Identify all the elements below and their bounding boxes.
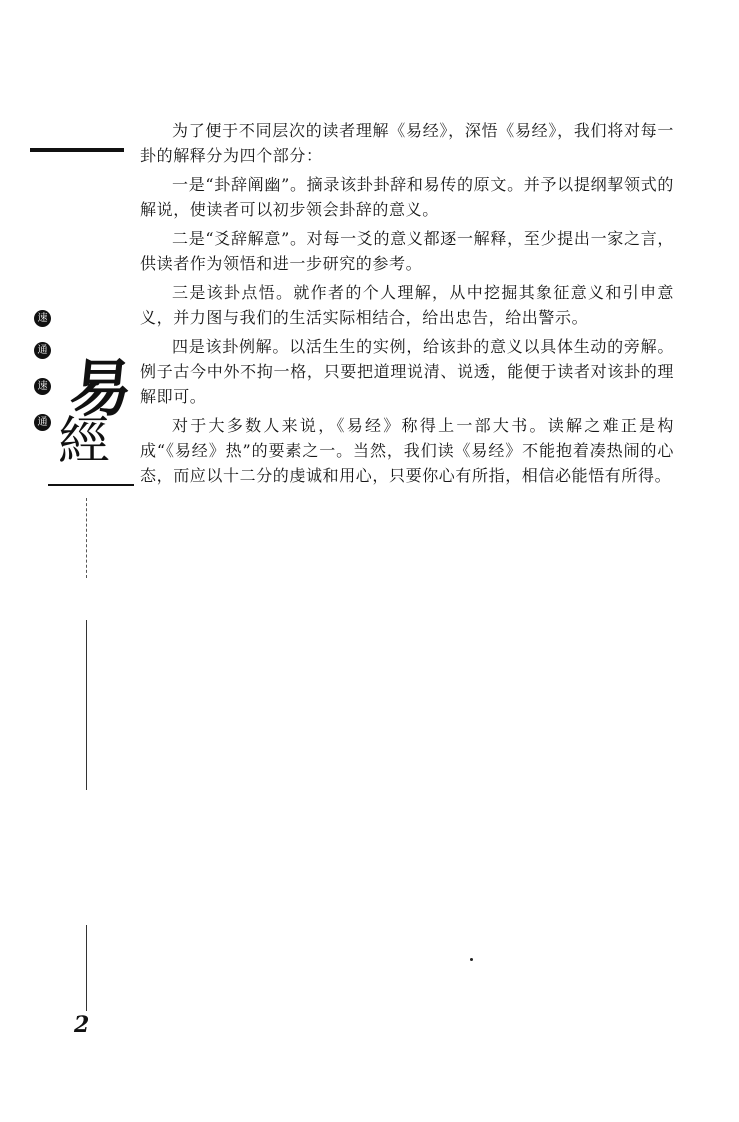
book-title-ornament [30,300,136,500]
margin-dashed-rule-upper [86,498,88,578]
page-number: 2 [74,1012,90,1038]
body-text [140,118,674,492]
paragraph-part-four: 四是该卦例解。以活生生的实例，给该卦的意义以具体生动的旁解。例子古今中外不拘一格，只要把道理说清、说透，能便于读者对该卦的理解即可。 [140,337,674,406]
ornament-title-char-jing: 經 [58,412,111,472]
paragraph-part-three: 三是该卦点悟。就作者的个人理解，从中挖掘其象征意义和引申意义，并力图与我们的生活实际相结合，给出忠告，给出警示。 [140,283,674,327]
print-speck [470,958,473,961]
paragraph-part-one: 一是“卦辞阐幽”。摘录该卦卦辞和易传的原文。并予以提纲挈领式的解说，使读者可以初步领会卦辞的意义。 [140,175,674,219]
ornament-disc-4: 通 [34,414,51,431]
ornament-underline [48,484,134,486]
ornament-disc-2: 通 [34,342,51,359]
margin-rule-middle [86,620,87,790]
ornament-disc-3: 速 [34,378,51,395]
ornament-title-char-yi: 易 [66,352,136,425]
top-decorative-rule [30,148,124,152]
ornament-disc-1: 速 [34,310,51,327]
paragraph-conclusion: 对于大多数人来说，《易经》称得上一部大书。读解之难正是构成“《易经》热”的要素之一。当然，我们读《易经》不能抱着凑热闹的心态，而应以十二分的虔诚和用心，只要你心有所指，相信必能悟有所得。 [140,416,674,485]
margin-rule-lower [86,925,87,1011]
paragraph-intro: 为了便于不同层次的读者理解《易经》，深悟《易经》，我们将对每一卦的解释分为四个部分： [140,121,674,165]
paragraph-part-two: 二是“爻辞解意”。对每一爻的意义都逐一解释，至少提出一家之言，供读者作为领悟和进一步研究的参考。 [140,229,674,273]
